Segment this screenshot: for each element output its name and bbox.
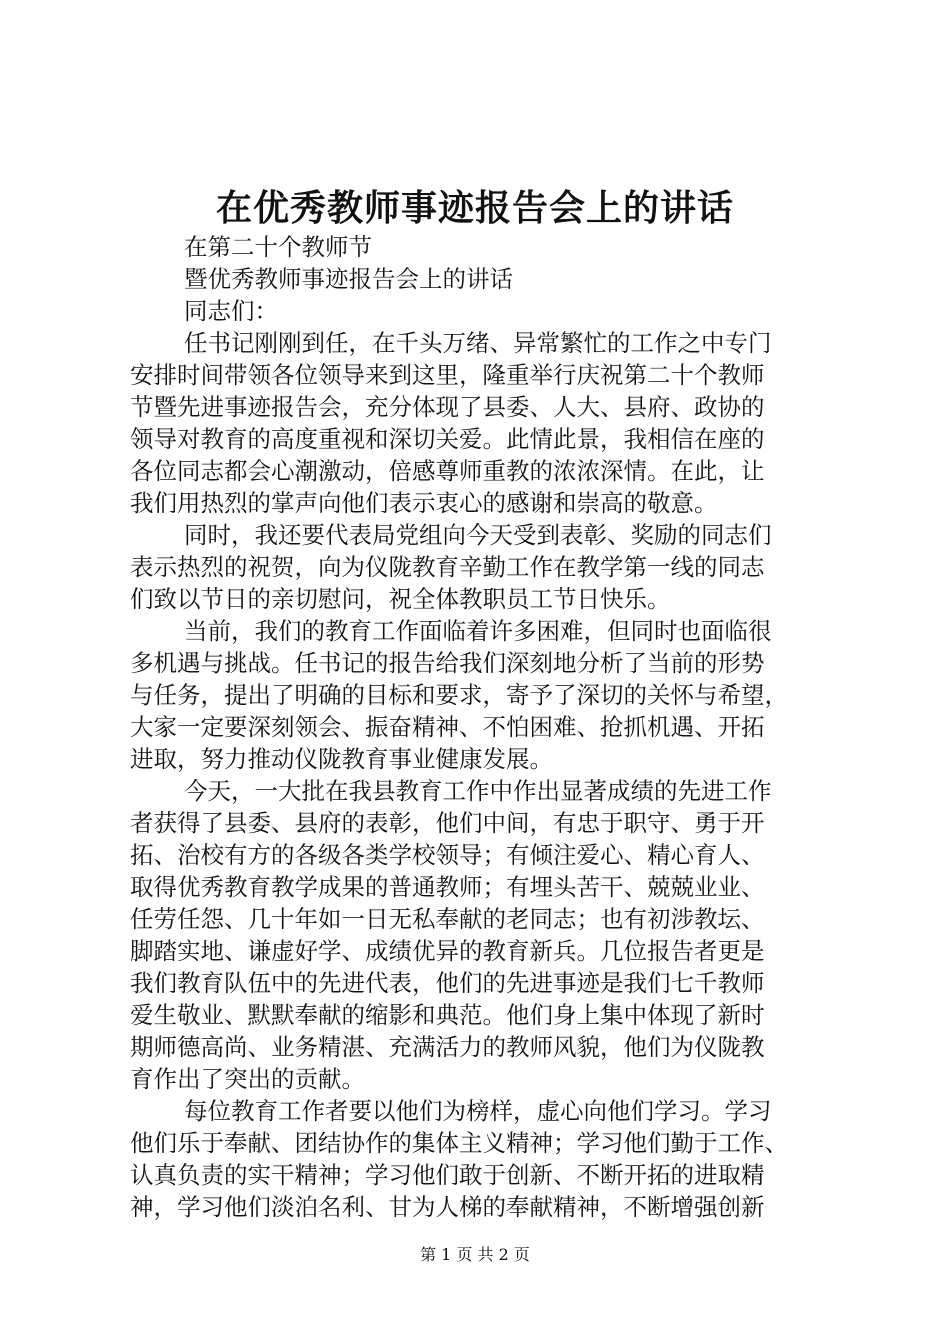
body-line: 领导对教育的高度重视和深切关爱。此情此景，我相信在座的 bbox=[130, 425, 765, 453]
body-line: 们致以节日的亲切慰问，祝全体教职员工节日快乐。 bbox=[130, 585, 671, 613]
body-line: 他们乐于奉献、团结协作的集体主义精神；学习他们勤于工作、 bbox=[130, 1129, 788, 1157]
body-line: 同志们： bbox=[184, 297, 278, 325]
body-line: 进取，努力推动仪陇教育事业健康发展。 bbox=[130, 745, 553, 773]
body-line: 期师德高尚、业务精湛、充满活力的教师风貌，他们为仪陇教 bbox=[130, 1033, 765, 1061]
body-line: 表示热烈的祝贺，向为仪陇教育辛勤工作在教学第一线的同志 bbox=[130, 553, 765, 581]
document-title: 在优秀教师事迹报告会上的讲话 bbox=[215, 187, 734, 229]
body-line: 当前，我们的教育工作面临着许多困难，但同时也面临很 bbox=[184, 617, 772, 645]
body-line: 认真负责的实干精神；学习他们敢于创新、不断开拓的进取精 bbox=[130, 1161, 765, 1189]
body-line: 任书记刚刚到任，在千头万绪、异常繁忙的工作之中专门 bbox=[184, 329, 772, 357]
body-line: 安排时间带领各位领导来到这里，隆重举行庆祝第二十个教师 bbox=[130, 361, 765, 389]
body-line: 任劳任怨、几十年如一日无私奉献的老同志；也有初涉教坛、 bbox=[130, 905, 765, 933]
document-body bbox=[130, 231, 834, 1223]
body-line: 同时，我还要代表局党组向今天受到表彰、奖励的同志们 bbox=[184, 521, 772, 549]
body-line: 我们用热烈的掌声向他们表示衷心的感谢和崇高的敬意。 bbox=[130, 489, 718, 517]
body-line: 脚踏实地、谦虚好学、成绩优异的教育新兵。几位报告者更是 bbox=[130, 937, 765, 965]
body-line: 拓、治校有方的各级各类学校领导；有倾注爱心、精心育人、 bbox=[130, 841, 765, 869]
body-line: 神，学习他们淡泊名利、甘为人梯的奉献精神，不断增强创新 bbox=[130, 1193, 765, 1221]
body-line: 者获得了县委、县府的表彰，他们中间，有忠于职守、勇于开 bbox=[130, 809, 765, 837]
body-line: 取得优秀教育教学成果的普通教师；有埋头苦干、兢兢业业、 bbox=[130, 873, 765, 901]
body-line: 节暨先进事迹报告会，充分体现了县委、人大、县府、政协的 bbox=[130, 393, 765, 421]
body-line: 各位同志都会心潮激动，倍感尊师重教的浓浓深情。在此，让 bbox=[130, 457, 765, 485]
body-line: 爱生敬业、默默奉献的缩影和典范。他们身上集中体现了新时 bbox=[130, 1001, 765, 1029]
body-line: 大家一定要深刻领会、振奋精神、不怕困难、抢抓机遇、开拓 bbox=[130, 713, 765, 741]
body-line: 与任务，提出了明确的目标和要求，寄予了深切的关怀与希望， bbox=[130, 681, 788, 709]
body-line: 育作出了突出的贡献。 bbox=[130, 1065, 365, 1093]
page-footer: 第 1 页 共 2 页 bbox=[420, 1245, 530, 1264]
body-line: 每位教育工作者要以他们为榜样，虚心向他们学习。学习 bbox=[184, 1097, 772, 1125]
body-line: 今天，一大批在我县教育工作中作出显著成绩的先进工作 bbox=[184, 777, 772, 805]
body-line: 暨优秀教师事迹报告会上的讲话 bbox=[184, 265, 513, 293]
body-line: 多机遇与挑战。任书记的报告给我们深刻地分析了当前的形势 bbox=[130, 649, 765, 677]
body-line: 在第二十个教师节 bbox=[184, 233, 372, 261]
body-line: 我们教育队伍中的先进代表，他们的先进事迹是我们七千教师 bbox=[130, 969, 765, 997]
